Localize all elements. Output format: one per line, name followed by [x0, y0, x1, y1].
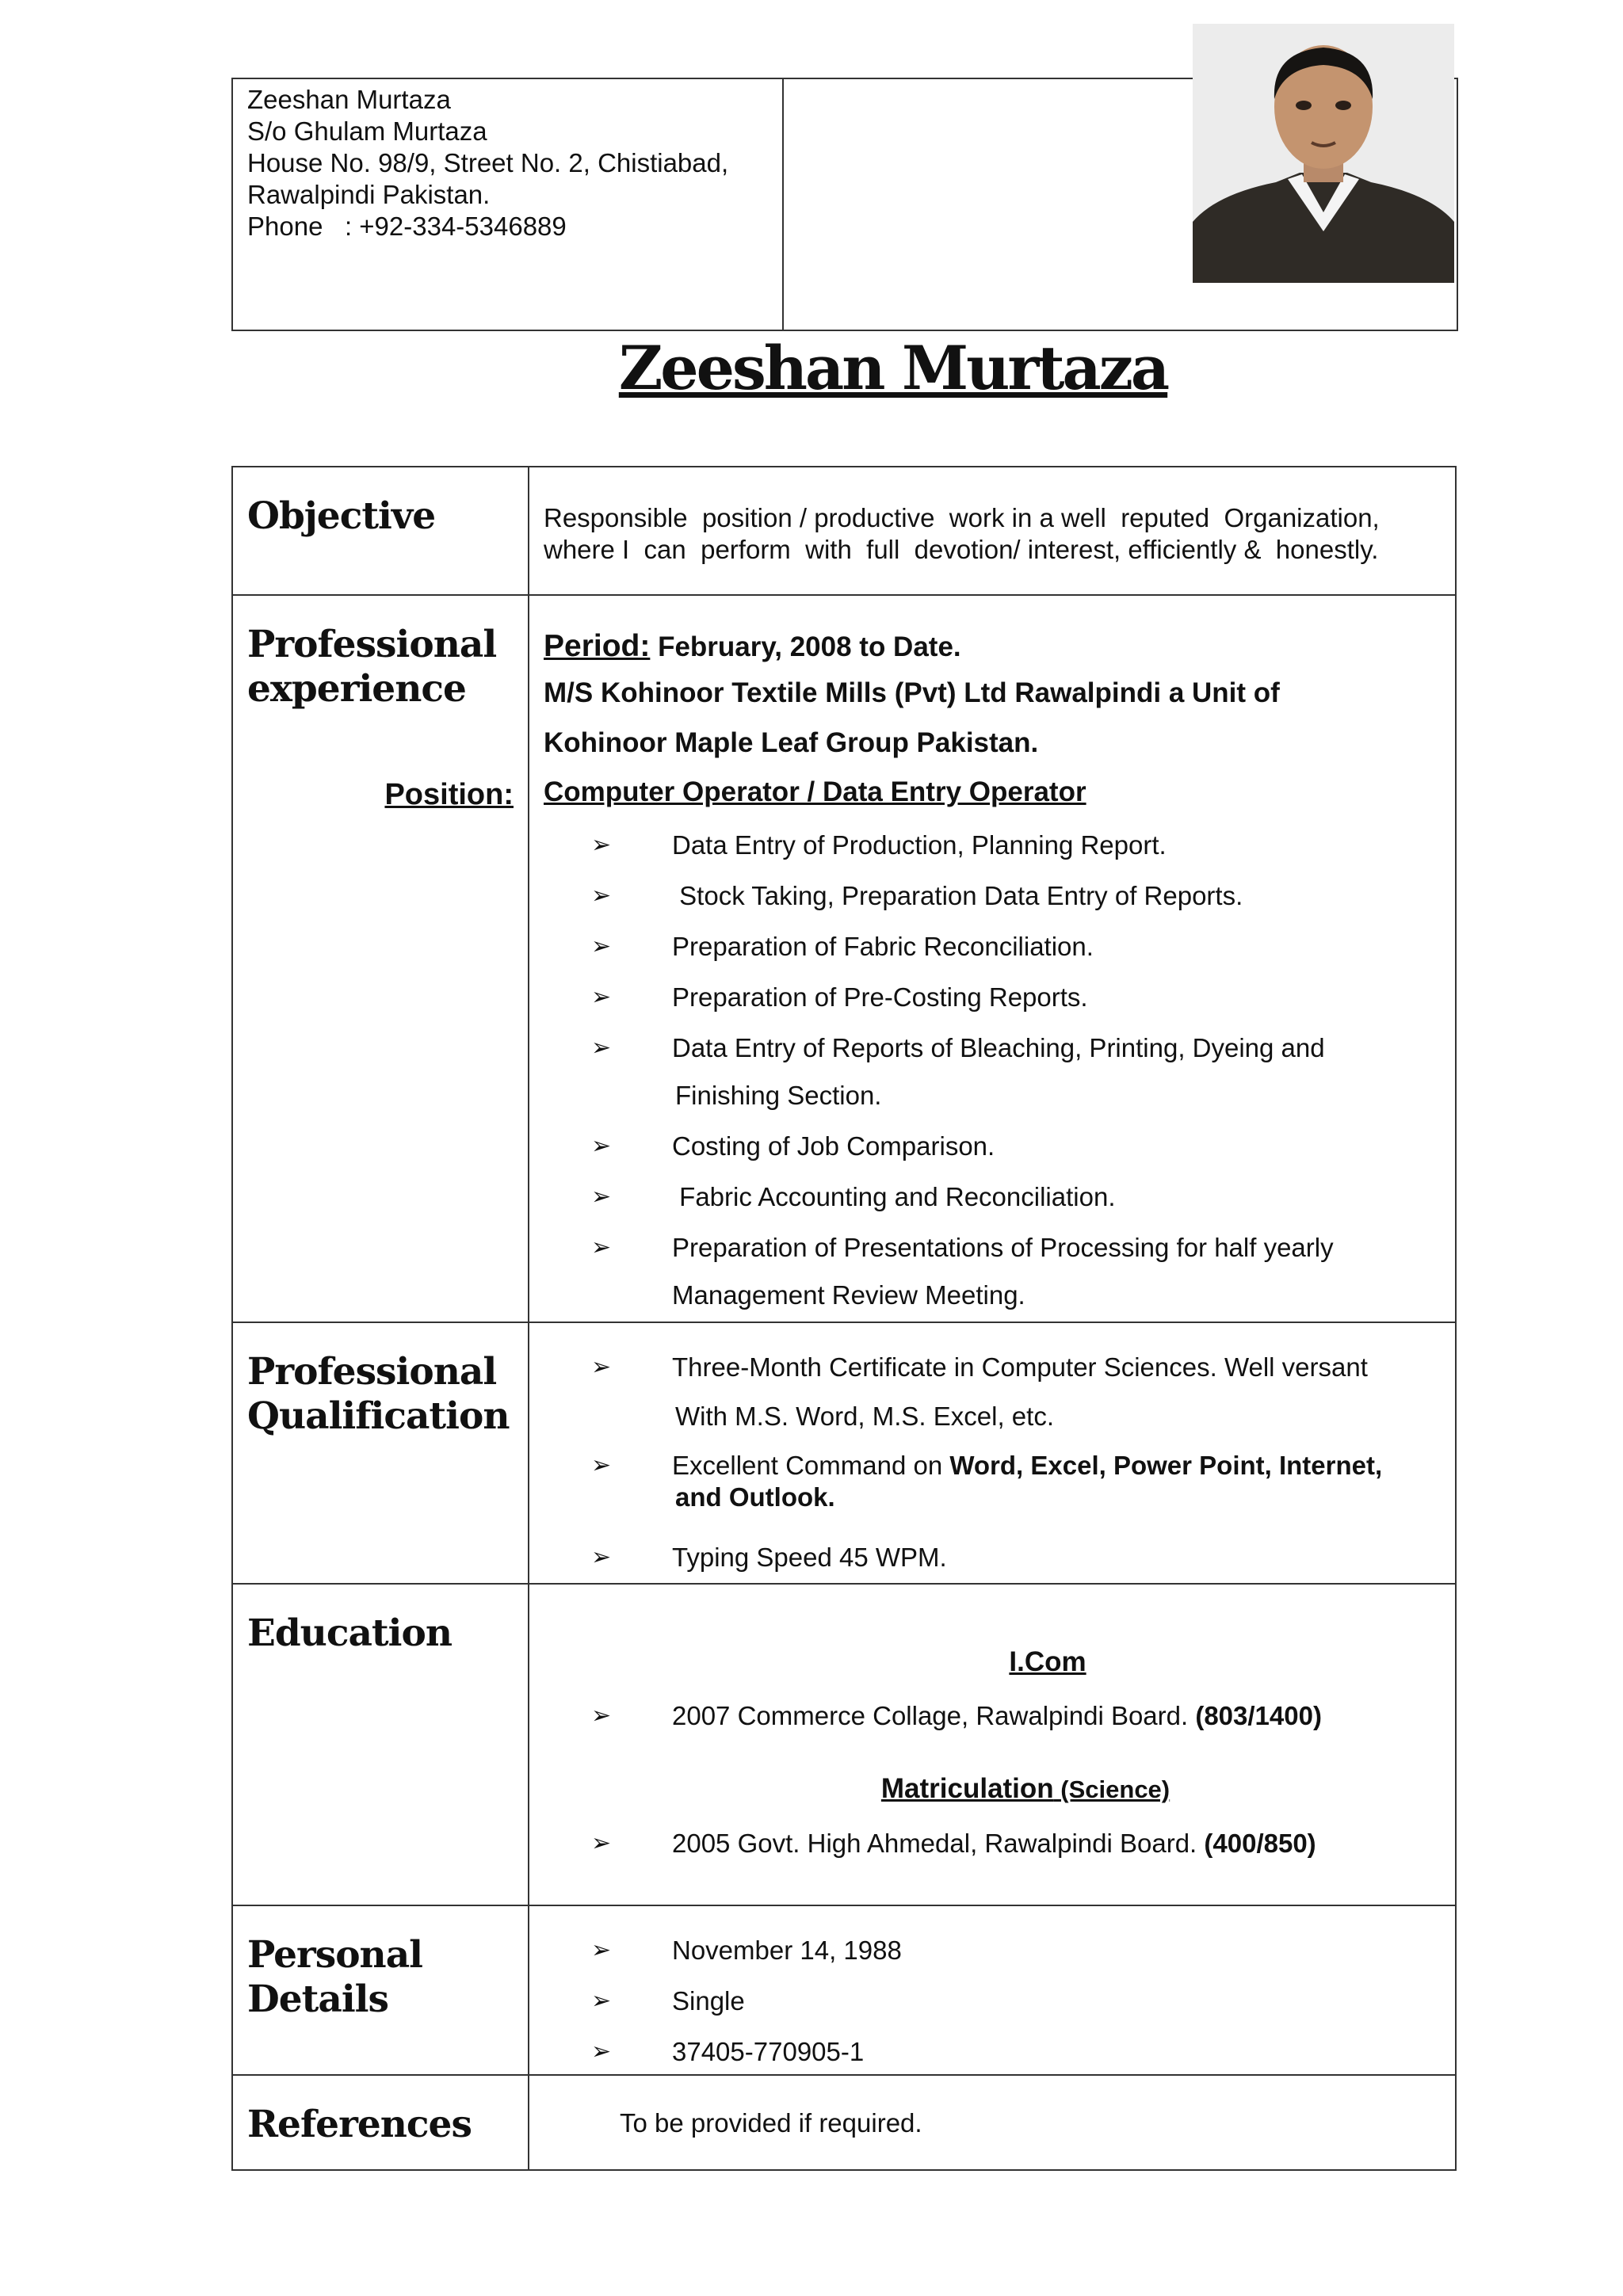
contact-address-line1: House No. 98/9, Street No. 2, Chistiabad,	[247, 148, 729, 177]
list-item: ➢ Preparation of Fabric Reconciliation.	[591, 932, 1094, 961]
arrow-bullet-icon: ➢	[591, 1234, 612, 1261]
matric-subheading: (Science)	[1053, 1775, 1170, 1803]
arrow-bullet-icon: ➢	[591, 1354, 612, 1380]
objective-label: Objective	[247, 494, 436, 538]
header-divider	[782, 79, 784, 330]
references-text: To be provided if required.	[620, 2108, 922, 2138]
company-line1: M/S Kohinoor Textile Mills (Pvt) Ltd Rawalpindi a Unit of	[544, 677, 1280, 708]
phone-number: : +92-334-5346889	[323, 212, 567, 241]
list-item: ➢ Excellent Command on Word, Excel, Power Point, Internet, and Outlook.	[529, 1450, 1455, 1513]
period-label: Period:	[544, 629, 651, 663]
objective-line2: where I can perform with full devotion/ interest, efficiently & honestly.	[544, 535, 1379, 564]
arrow-bullet-icon: ➢	[591, 933, 612, 959]
experience-content-cell	[529, 595, 1456, 1322]
education-row	[232, 1584, 1456, 1905]
personal-label-line2: Details	[247, 1978, 388, 2021]
contact-address-line2: Rawalpindi Pakistan.	[247, 180, 491, 209]
list-item-continuation: Finishing Section.	[675, 1081, 882, 1110]
resume-table	[231, 466, 1457, 2171]
qualification-row	[232, 1322, 1456, 1584]
arrow-bullet-icon: ➢	[591, 883, 612, 909]
qualification-label-line1: Professional	[247, 1350, 497, 1394]
education-content-cell	[529, 1584, 1456, 1905]
contact-name: Zeeshan Murtaza	[247, 85, 451, 114]
personal-label	[233, 1906, 528, 2022]
contact-block	[247, 84, 728, 242]
personal-content-cell	[529, 1905, 1456, 2075]
arrow-bullet-icon: ➢	[591, 832, 612, 858]
arrow-bullet-icon: ➢	[591, 1544, 612, 1570]
experience-label-cell	[232, 595, 529, 1322]
company-line2: Kohinoor Maple Leaf Group Pakistan.	[544, 727, 1039, 758]
arrow-bullet-icon: ➢	[591, 1830, 612, 1856]
arrow-bullet-icon: ➢	[591, 2039, 612, 2065]
position-label: Position:	[384, 778, 514, 811]
objective-content-cell	[529, 467, 1456, 595]
experience-label-line1: Professional	[247, 623, 497, 666]
list-item: ➢ November 14, 1988	[591, 1936, 902, 1965]
list-item: ➢ Preparation of Presentations of Processing for half yearly Management Review Meeting.	[529, 1232, 1455, 1311]
list-item-continuation: and Outlook.	[675, 1482, 835, 1512]
list-item-continuation: With M.S. Word, M.S. Excel, etc.	[675, 1402, 1054, 1431]
arrow-bullet-icon: ➢	[591, 1184, 612, 1210]
experience-label-line2: experience	[247, 667, 466, 711]
resume-title: Zeeshan Murtaza	[618, 333, 1168, 403]
personal-row	[232, 1905, 1456, 2075]
list-item: ➢ Data Entry of Production, Planning Report.	[591, 830, 1167, 860]
experience-label	[233, 596, 528, 711]
objective-line1: Responsible position / productive work in a well reputed Organization,	[544, 503, 1380, 532]
objective-label-cell	[232, 467, 529, 595]
list-item: ➢ 2005 Govt. High Ahmedal, Rawalpindi Board. (400/850)	[591, 1829, 1316, 1858]
arrow-bullet-icon: ➢	[591, 1937, 612, 1963]
references-label: References	[247, 2103, 472, 2146]
icom-heading: I.Com	[1009, 1646, 1086, 1677]
references-label-cell	[232, 2075, 529, 2170]
list-item: ➢ Costing of Job Comparison.	[591, 1131, 995, 1161]
qualification-label	[233, 1323, 528, 1439]
list-item-continuation: Management Review Meeting.	[672, 1280, 1025, 1310]
qualification-label-line2: Qualification	[247, 1394, 510, 1438]
list-item: ➢ Single	[591, 1986, 745, 2016]
contact-father: S/o Ghulam Murtaza	[247, 116, 487, 146]
duties-list	[529, 830, 1455, 1311]
icom-list	[529, 1700, 1455, 1732]
qualification-list	[529, 1352, 1455, 1573]
objective-row	[232, 467, 1456, 595]
list-item: ➢ Data Entry of Reports of Bleaching, Printing, Dyeing and Finishing Section.	[529, 1032, 1455, 1112]
qualification-label-cell	[232, 1322, 529, 1584]
personal-label-cell	[232, 1905, 529, 2075]
experience-row	[232, 595, 1456, 1322]
contact-phone	[247, 211, 728, 242]
personal-label-line1: Personal	[247, 1933, 423, 1977]
arrow-bullet-icon: ➢	[591, 1133, 612, 1159]
profile-photo-image	[1193, 24, 1454, 283]
arrow-bullet-icon: ➢	[591, 1703, 612, 1729]
matric-list	[529, 1828, 1455, 1859]
period-value: February, 2008 to Date.	[650, 631, 961, 662]
education-label: Education	[247, 1611, 453, 1655]
matric-heading: Matriculation	[880, 1773, 1054, 1804]
qualification-content-cell	[529, 1322, 1456, 1584]
list-item: ➢ Typing Speed 45 WPM.	[591, 1543, 947, 1572]
list-item: ➢ Preparation of Pre-Costing Reports.	[591, 982, 1088, 1012]
matric-heading-line	[529, 1773, 1455, 1806]
list-item: ➢ Stock Taking, Preparation Data Entry of Reports.	[591, 881, 1243, 910]
references-content-cell	[529, 2075, 1456, 2170]
profile-photo	[1193, 24, 1454, 283]
list-item: ➢ 2007 Commerce Collage, Rawalpindi Board. (803/1400)	[591, 1701, 1322, 1730]
list-item: ➢ Fabric Accounting and Reconciliation.	[591, 1182, 1116, 1211]
arrow-bullet-icon: ➢	[591, 984, 612, 1010]
personal-list	[529, 1935, 1455, 2068]
references-row	[232, 2075, 1456, 2170]
period-line	[544, 626, 1439, 668]
arrow-bullet-icon: ➢	[591, 1035, 612, 1061]
list-item: ➢ Three-Month Certificate in Computer Sciences. Well versant With M.S. Word, M.S. Excel, etc.	[529, 1352, 1455, 1432]
phone-label: Phone	[247, 212, 323, 241]
education-label-cell	[232, 1584, 529, 1905]
list-item: ➢ 37405-770905-1	[591, 2037, 865, 2066]
arrow-bullet-icon: ➢	[591, 1452, 612, 1478]
arrow-bullet-icon: ➢	[591, 1988, 612, 2014]
position-title: Computer Operator / Data Entry Operator	[544, 776, 1086, 807]
